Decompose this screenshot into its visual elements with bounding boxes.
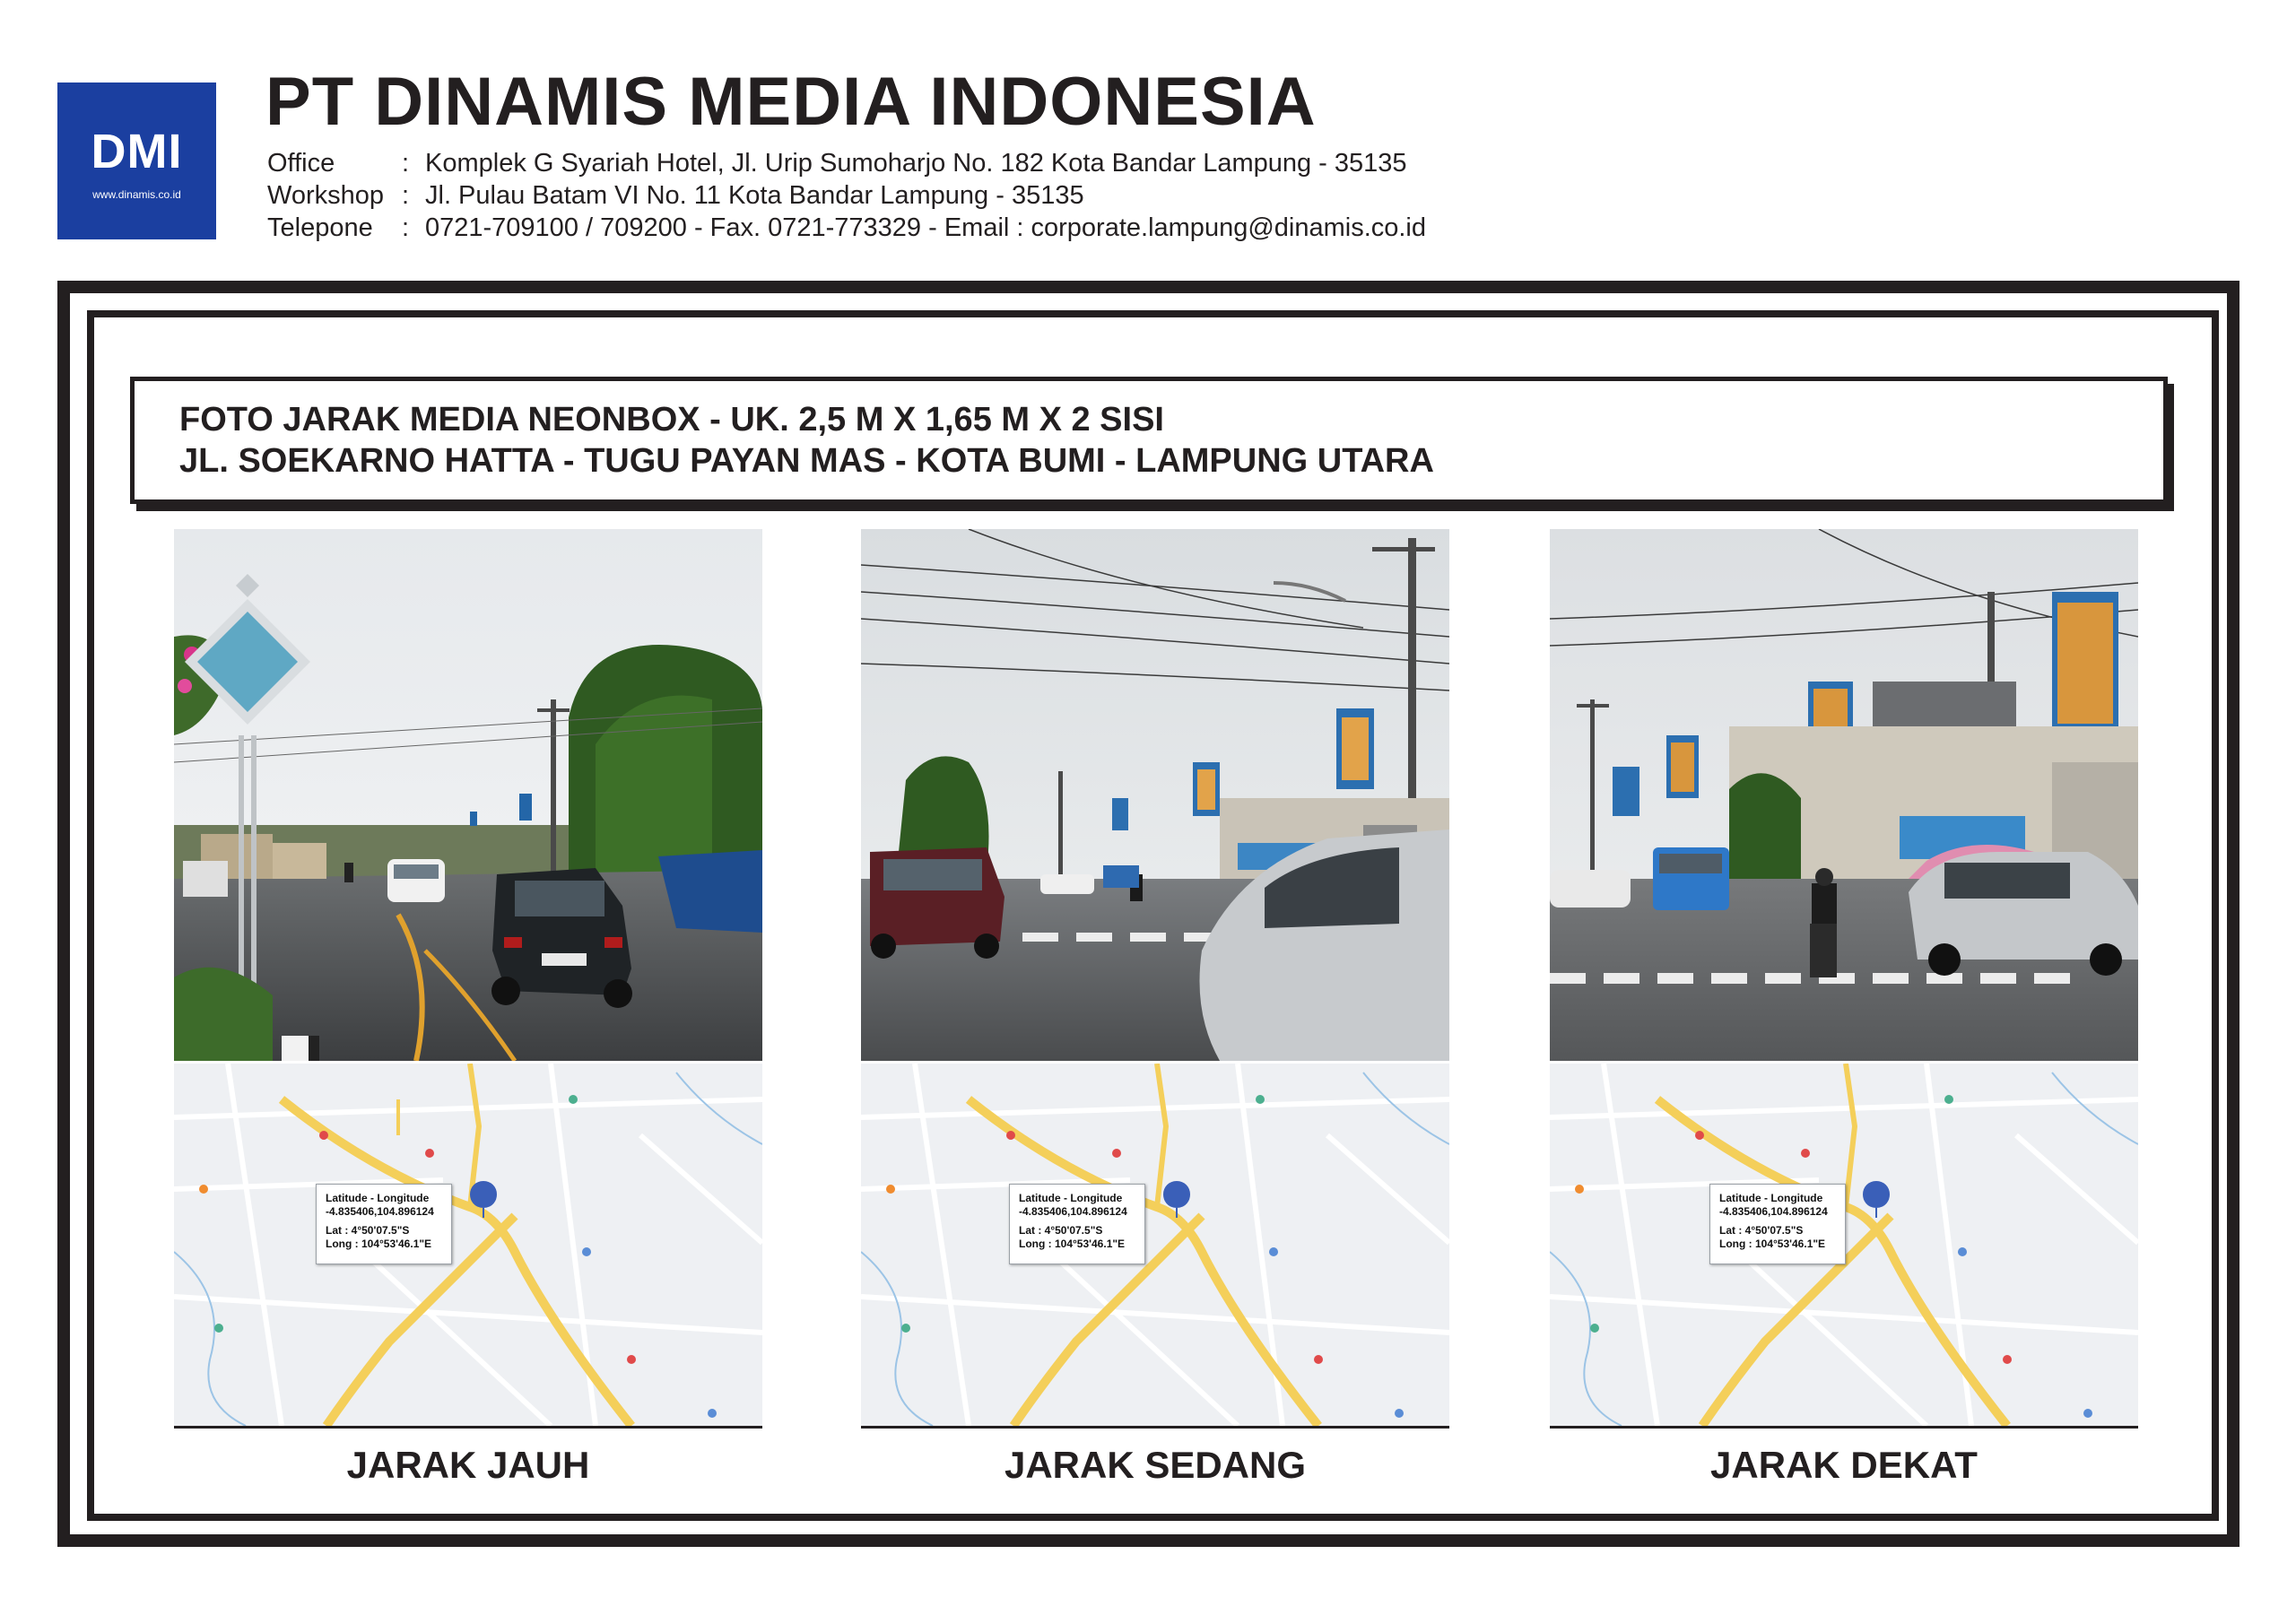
coord-value: -4.835406,104.896124 xyxy=(326,1205,434,1218)
street-photo-medium-image xyxy=(861,529,1449,1061)
coord-long: Long : 104°53'46.1"E xyxy=(1019,1238,1126,1250)
office-address: Komplek G Syariah Hotel, Jl. Urip Sumoharjo No. 182 Kota Bandar Lampung - 35135 xyxy=(425,149,1407,178)
workshop-row xyxy=(267,179,1426,212)
coordinate-info-box xyxy=(316,1184,452,1264)
coord-value: -4.835406,104.896124 xyxy=(1019,1205,1127,1218)
coord-value: -4.835406,104.896124 xyxy=(1719,1205,1828,1218)
logo-url: www.dinamis.co.id xyxy=(92,187,181,201)
coord-heading: Latitude - Longitude xyxy=(326,1192,430,1204)
telephone-value: 0721-709100 / 709200 - Fax. 0721-773329 - Email : corporate.lampung@dinamis.co.id xyxy=(425,213,1427,242)
workshop-label: Workshop xyxy=(267,181,385,210)
telephone-row xyxy=(267,212,1426,244)
office-label: Office xyxy=(267,149,335,178)
coord-long: Long : 104°53'46.1"E xyxy=(1719,1238,1826,1250)
logo-mark: DMI xyxy=(91,124,183,178)
coord-long: Long : 104°53'46.1"E xyxy=(326,1238,432,1250)
colon: : xyxy=(402,213,410,242)
workshop-address: Jl. Pulau Batam VI No. 11 Kota Bandar Lampung - 35135 xyxy=(425,181,1084,210)
company-logo xyxy=(57,83,216,239)
caption-far: JARAK JAUH xyxy=(346,1444,590,1486)
location-map-near xyxy=(1550,1064,2138,1429)
colon: : xyxy=(402,181,410,210)
coordinate-info-box xyxy=(1009,1184,1145,1264)
company-contact-info xyxy=(267,147,1426,244)
colon: : xyxy=(402,149,410,178)
location-map-medium xyxy=(861,1064,1449,1429)
telephone-label: Telepone xyxy=(267,213,373,242)
company-name: PT DINAMIS MEDIA INDONESIA xyxy=(265,64,1317,140)
map-image xyxy=(174,1064,762,1426)
title-box xyxy=(130,377,2168,504)
map-image xyxy=(861,1064,1449,1426)
street-photo-medium xyxy=(861,529,1449,1061)
coord-heading: Latitude - Longitude xyxy=(1719,1192,1823,1204)
coord-lat: Lat : 4°50'07.5"S xyxy=(1719,1224,1804,1237)
caption-near: JARAK DEKAT xyxy=(1710,1444,1978,1486)
office-row xyxy=(267,147,1426,179)
location-map-far xyxy=(174,1064,762,1429)
coordinate-info-box xyxy=(1709,1184,1846,1264)
coord-lat: Lat : 4°50'07.5"S xyxy=(326,1224,410,1237)
coord-lat: Lat : 4°50'07.5"S xyxy=(1019,1224,1103,1237)
title-line-1: FOTO JARAK MEDIA NEONBOX - UK. 2,5 M X 1,65 M X 2 SISI xyxy=(179,401,1164,439)
title-line-2: JL. SOEKARNO HATTA - TUGU PAYAN MAS - KOTA BUMI - LAMPUNG UTARA xyxy=(179,442,1434,480)
street-photo-far-image xyxy=(174,529,762,1061)
street-photo-far xyxy=(174,529,762,1061)
street-photo-near xyxy=(1550,529,2138,1061)
coord-heading: Latitude - Longitude xyxy=(1019,1192,1123,1204)
caption-medium: JARAK SEDANG xyxy=(1004,1444,1307,1486)
street-photo-near-image xyxy=(1550,529,2138,1061)
